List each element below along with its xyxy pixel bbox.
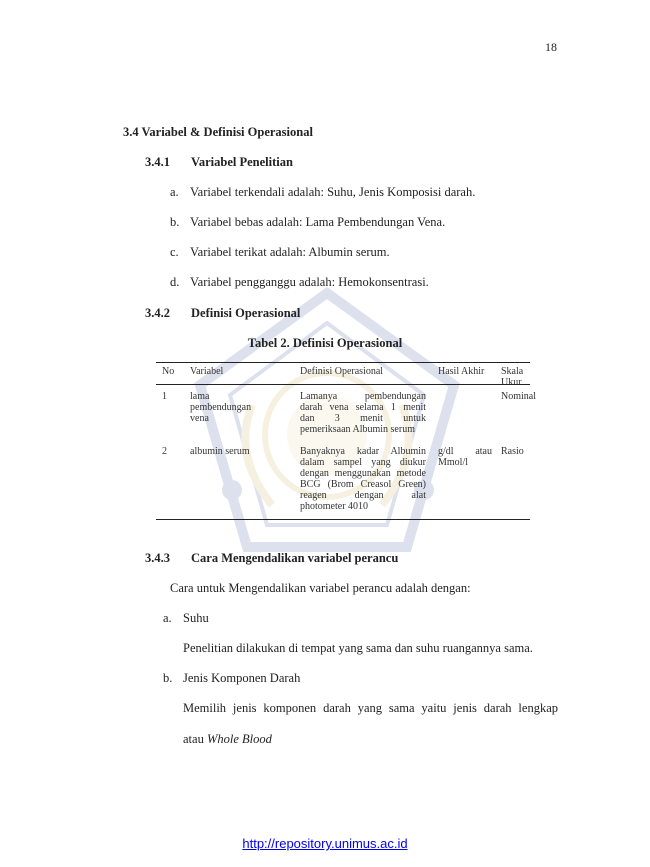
header-hasil: Hasil Akhir	[438, 366, 485, 377]
list-item	[163, 671, 300, 686]
list-marker: b.	[170, 215, 180, 229]
subsection-title: Cara Mengendalikan variabel perancu	[191, 551, 399, 565]
header-definisi: Definisi Operasional	[300, 366, 384, 377]
cell-line: dan 3 menit untuk	[300, 413, 426, 424]
description-italic-term: Whole Blood	[206, 732, 272, 746]
list-item	[170, 275, 429, 290]
cell-line: Mmol/l	[438, 457, 469, 468]
cell-line: albumin serum	[190, 446, 250, 457]
subsection-title: Variabel Penelitian	[191, 155, 293, 169]
list-marker: a.	[163, 611, 172, 625]
subsection-343-heading	[145, 551, 398, 566]
cell-line: reagen dengan alat	[300, 490, 426, 501]
cell-definisi	[300, 446, 426, 512]
cell-line: photometer 4010	[300, 501, 369, 512]
page-number: 18	[545, 40, 557, 54]
list-item-text: Variabel terikat adalah: Albumin serum.	[190, 245, 390, 259]
subsection-number: 3.4.2	[145, 306, 170, 320]
list-marker: c.	[170, 245, 179, 259]
item-description: Memilih jenis komponen darah yang sama yaitu jenis darah lengkap	[183, 701, 558, 715]
table-bottom-rule	[156, 519, 530, 520]
cell-line: BCG (Brom Creasol Green)	[300, 479, 426, 490]
subsection-341-heading	[145, 155, 293, 170]
header-no: No	[162, 366, 175, 377]
item-description: Penelitian dilakukan di tempat yang sama dan suhu ruangannya sama.	[183, 641, 533, 655]
section-heading: 3.4 Variabel & Definisi Operasional	[123, 125, 313, 139]
cell-line: Banyaknya kadar Albumin	[300, 446, 426, 457]
table-caption: Tabel 2. Definisi Operasional	[247, 336, 403, 350]
subsection-title: Definisi Operasional	[191, 306, 301, 320]
item-description	[183, 732, 272, 747]
subsection-number: 3.4.1	[145, 155, 170, 169]
list-item-title: Suhu	[183, 611, 209, 625]
cell-line: darah vena selama 1 menit	[300, 402, 426, 413]
list-item	[163, 611, 209, 626]
cell-skala: Nominal	[501, 391, 536, 402]
subsection-number: 3.4.3	[145, 551, 170, 565]
cell-line: g/dl atau	[438, 446, 492, 457]
list-marker: b.	[163, 671, 173, 685]
header-skala: Skala Ukur	[501, 366, 524, 388]
list-item	[170, 185, 475, 200]
cell-skala: Rasio	[501, 446, 524, 457]
cell-variabel	[190, 391, 272, 424]
cell-definisi	[300, 391, 426, 435]
cell-line: dalam sampel yang diukur	[300, 457, 426, 468]
list-item	[170, 215, 445, 230]
cell-no: 2	[162, 446, 167, 457]
repository-link[interactable]: http://repository.unimus.ac.id	[242, 836, 408, 851]
intro-paragraph: Cara untuk Mengendalikan variabel perancu adalah dengan:	[170, 581, 471, 595]
cell-line: vena	[190, 413, 209, 424]
list-marker: a.	[170, 185, 179, 199]
list-item-text: Variabel pengganggu adalah: Hemokonsentrasi.	[190, 275, 429, 289]
cell-variabel	[190, 446, 272, 457]
list-marker: d.	[170, 275, 180, 289]
table-top-rule	[156, 362, 530, 363]
cell-line: Lamanya pembendungan	[300, 391, 426, 402]
cell-line: lama pembendungan	[190, 391, 252, 413]
header-variabel: Variabel	[190, 366, 224, 377]
list-item-text: Variabel bebas adalah: Lama Pembendungan Vena.	[190, 215, 446, 229]
cell-line: dengan menggunakan metode	[300, 468, 426, 479]
list-item	[170, 245, 390, 260]
list-item-title: Jenis Komponen Darah	[183, 671, 301, 685]
cell-hasil	[438, 446, 492, 468]
cell-no: 1	[162, 391, 167, 402]
subsection-342-heading	[145, 306, 300, 321]
table-header-rule	[156, 384, 530, 385]
description-text: atau	[183, 732, 207, 746]
list-item-text: Variabel terkendali adalah: Suhu, Jenis Komposisi darah.	[190, 185, 476, 199]
university-seal-watermark	[192, 285, 462, 585]
cell-line: pemeriksaan Albumin serum	[300, 424, 415, 435]
